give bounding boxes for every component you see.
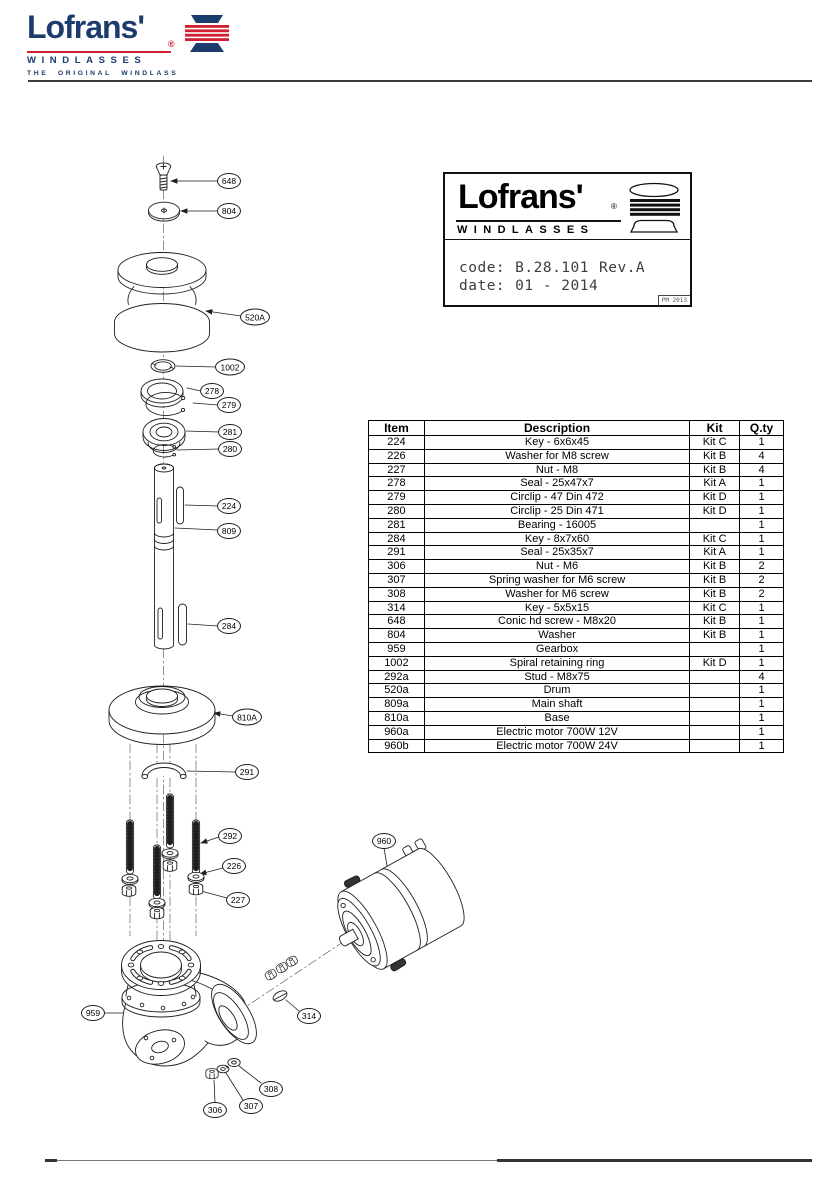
callout-959: 959 [81, 1005, 105, 1021]
item-cell: 226 [369, 449, 425, 463]
brand-wordmark: Lofrans' [27, 9, 144, 45]
tb-brand-windlasses: WINDLASSES [457, 224, 595, 236]
item-cell: 960a [369, 725, 425, 739]
table-row [369, 491, 784, 505]
part-nuts-227 [122, 860, 203, 919]
qty-cell: 1 [740, 532, 784, 546]
callout-306: 306 [203, 1102, 227, 1118]
qty-cell: 2 [740, 560, 784, 574]
callout-291: 291 [235, 764, 259, 780]
qty-cell: 4 [740, 463, 784, 477]
item-cell: 648 [369, 615, 425, 629]
item-cell: 809a [369, 698, 425, 712]
table-row [369, 739, 784, 753]
callout-960: 960 [372, 833, 396, 849]
parts-table [368, 420, 784, 753]
col-qty: Q.ty [740, 421, 784, 436]
tb-brand-wordmark: Lofrans' [458, 178, 583, 216]
kit-cell: Kit D [690, 656, 740, 670]
description-cell: Circlip - 25 Din 471 [424, 504, 689, 518]
item-cell: 520a [369, 684, 425, 698]
kit-cell [690, 698, 740, 712]
qty-cell: 1 [740, 491, 784, 505]
callout-810a: 810A [232, 709, 262, 726]
kit-cell: Kit B [690, 560, 740, 574]
qty-cell: 1 [740, 656, 784, 670]
table-row [369, 518, 784, 532]
table-row [369, 615, 784, 629]
description-cell: Conic hd screw - M8x20 [424, 615, 689, 629]
table-row [369, 477, 784, 491]
date-label: date: [459, 278, 506, 294]
callout-314: 314 [297, 1008, 321, 1024]
callout-227: 227 [226, 892, 250, 908]
description-cell: Circlip - 47 Din 472 [424, 491, 689, 505]
col-kit: Kit [690, 421, 740, 436]
kit-cell: Kit B [690, 463, 740, 477]
callout-280: 280 [218, 441, 242, 457]
qty-cell: 4 [740, 449, 784, 463]
kit-cell: Kit B [690, 629, 740, 643]
kit-cell [690, 725, 740, 739]
callout-279: 279 [217, 397, 241, 413]
brand-tagline: THE ORIGINAL WINDLASS [27, 70, 179, 77]
kit-cell [690, 518, 740, 532]
qty-cell: 1 [740, 739, 784, 753]
qty-cell: 1 [740, 601, 784, 615]
item-cell: 292a [369, 670, 425, 684]
code-value: B.28.101 [515, 260, 589, 276]
description-cell: Seal - 25x47x7 [424, 477, 689, 491]
table-row [369, 601, 784, 615]
qty-cell: 1 [740, 698, 784, 712]
table-row [369, 463, 784, 477]
footer-thin-rule [57, 1160, 497, 1161]
description-cell: Key - 5x5x15 [424, 601, 689, 615]
table-row [369, 656, 784, 670]
item-cell: 306 [369, 560, 425, 574]
callout-648: 648 [217, 173, 241, 189]
callout-281: 281 [218, 424, 242, 440]
tb-rule [456, 220, 621, 222]
item-cell: 227 [369, 463, 425, 477]
description-cell: Electric motor 700W 12V [424, 725, 689, 739]
kit-cell: Kit B [690, 615, 740, 629]
item-cell: 1002 [369, 656, 425, 670]
kit-cell [690, 739, 740, 753]
item-cell: 960b [369, 739, 425, 753]
qty-cell: 1 [740, 436, 784, 450]
kit-cell [690, 684, 740, 698]
item-cell: 224 [369, 436, 425, 450]
callout-284: 284 [217, 618, 241, 634]
description-cell: Washer for M8 screw [424, 449, 689, 463]
table-row [369, 504, 784, 518]
kit-cell: Kit B [690, 587, 740, 601]
stamp: PM 2013 [658, 295, 690, 305]
qty-cell: 1 [740, 504, 784, 518]
callout-520a: 520A [240, 309, 270, 326]
tb-windlass-drum-icon [626, 182, 682, 239]
table-row [369, 560, 784, 574]
table-row [369, 642, 784, 656]
registered-mark: ® [168, 39, 175, 49]
table-row [369, 436, 784, 450]
kit-cell: Kit A [690, 477, 740, 491]
kit-cell [690, 670, 740, 684]
description-cell: Stud - M8x75 [424, 670, 689, 684]
footer-thick-rule [497, 1159, 812, 1162]
description-cell: Base [424, 711, 689, 725]
item-cell: 314 [369, 601, 425, 615]
qty-cell: 1 [740, 477, 784, 491]
revision: Rev.A [599, 260, 646, 276]
description-cell: Washer for M6 screw [424, 587, 689, 601]
part-motor-nuts [264, 955, 299, 981]
kit-cell: Kit B [690, 449, 740, 463]
col-item: Item [369, 421, 425, 436]
drawing-date [459, 278, 598, 294]
kit-cell: Kit A [690, 546, 740, 560]
part-washer-804 [149, 202, 180, 221]
qty-cell: 2 [740, 573, 784, 587]
item-cell: 280 [369, 504, 425, 518]
table-row [369, 546, 784, 560]
table-row [369, 532, 784, 546]
item-cell: 804 [369, 629, 425, 643]
part-bearing [143, 419, 185, 453]
table-row [369, 670, 784, 684]
part-electric-motor [315, 835, 476, 987]
kit-cell [690, 711, 740, 725]
description-cell: Key - 8x7x60 [424, 532, 689, 546]
part-key-284 [179, 604, 187, 645]
part-gearbox [122, 941, 266, 1070]
item-cell: 810a [369, 711, 425, 725]
date-value: 01 - 2014 [515, 278, 599, 294]
tb-registered-mark: ® [611, 202, 617, 211]
table-row [369, 725, 784, 739]
callout-278: 278 [200, 383, 224, 399]
qty-cell: 1 [740, 711, 784, 725]
footer-left-mark [45, 1159, 57, 1162]
kit-cell: Kit C [690, 601, 740, 615]
item-cell: 279 [369, 491, 425, 505]
table-row [369, 587, 784, 601]
drawing-code [459, 260, 645, 276]
part-key-314 [271, 989, 288, 1004]
kit-cell: Kit D [690, 491, 740, 505]
part-drum [115, 253, 210, 352]
item-cell: 308 [369, 587, 425, 601]
description-cell: Main shaft [424, 698, 689, 712]
brand-windlasses: WINDLASSES [27, 55, 147, 66]
qty-cell: 1 [740, 615, 784, 629]
callout-308: 308 [259, 1081, 283, 1097]
qty-cell: 1 [740, 546, 784, 560]
callout-226: 226 [222, 858, 246, 874]
table-row [369, 573, 784, 587]
description-cell: Washer [424, 629, 689, 643]
table-row [369, 449, 784, 463]
callout-292: 292 [218, 828, 242, 844]
table-header-row [369, 421, 784, 436]
title-block [443, 172, 692, 307]
description-cell: Spring washer for M6 screw [424, 573, 689, 587]
item-cell: 281 [369, 518, 425, 532]
title-block-logo [445, 174, 690, 240]
part-seal-291 [142, 763, 186, 779]
kit-cell [690, 642, 740, 656]
kit-cell: Kit B [690, 573, 740, 587]
qty-cell: 4 [740, 670, 784, 684]
description-cell: Spiral retaining ring [424, 656, 689, 670]
description-cell: Gearbox [424, 642, 689, 656]
item-cell: 959 [369, 642, 425, 656]
callout-804: 804 [217, 203, 241, 219]
part-key-224 [177, 487, 184, 524]
callout-809: 809 [217, 523, 241, 539]
description-cell: Drum [424, 684, 689, 698]
part-fasteners-306-308 [206, 1059, 240, 1079]
table-row [369, 698, 784, 712]
description-cell: Nut - M6 [424, 560, 689, 574]
qty-cell: 1 [740, 518, 784, 532]
qty-cell: 1 [740, 725, 784, 739]
part-conic-screw [156, 163, 170, 190]
qty-cell: 1 [740, 642, 784, 656]
item-cell: 278 [369, 477, 425, 491]
code-label: code: [459, 260, 506, 276]
qty-cell: 1 [740, 629, 784, 643]
part-base [109, 686, 215, 745]
item-cell: 291 [369, 546, 425, 560]
callout-307: 307 [239, 1098, 263, 1114]
table-row [369, 711, 784, 725]
part-main-shaft [155, 464, 174, 649]
kit-cell: Kit D [690, 504, 740, 518]
description-cell: Seal - 25x35x7 [424, 546, 689, 560]
description-cell: Bearing - 16005 [424, 518, 689, 532]
kit-cell: Kit C [690, 436, 740, 450]
description-cell: Key - 6x6x45 [424, 436, 689, 450]
part-studs [126, 794, 199, 899]
table-row [369, 629, 784, 643]
callout-224: 224 [217, 498, 241, 514]
qty-cell: 1 [740, 684, 784, 698]
table-row [369, 684, 784, 698]
part-washers-226 [122, 849, 204, 909]
description-cell: Electric motor 700W 24V [424, 739, 689, 753]
item-cell: 284 [369, 532, 425, 546]
callout-1002: 1002 [215, 359, 245, 376]
description-cell: Nut - M8 [424, 463, 689, 477]
item-cell: 307 [369, 573, 425, 587]
col-description: Description [424, 421, 689, 436]
parts-table-body [369, 436, 784, 753]
kit-cell: Kit C [690, 532, 740, 546]
part-spiral-ring [151, 360, 175, 373]
qty-cell: 2 [740, 587, 784, 601]
